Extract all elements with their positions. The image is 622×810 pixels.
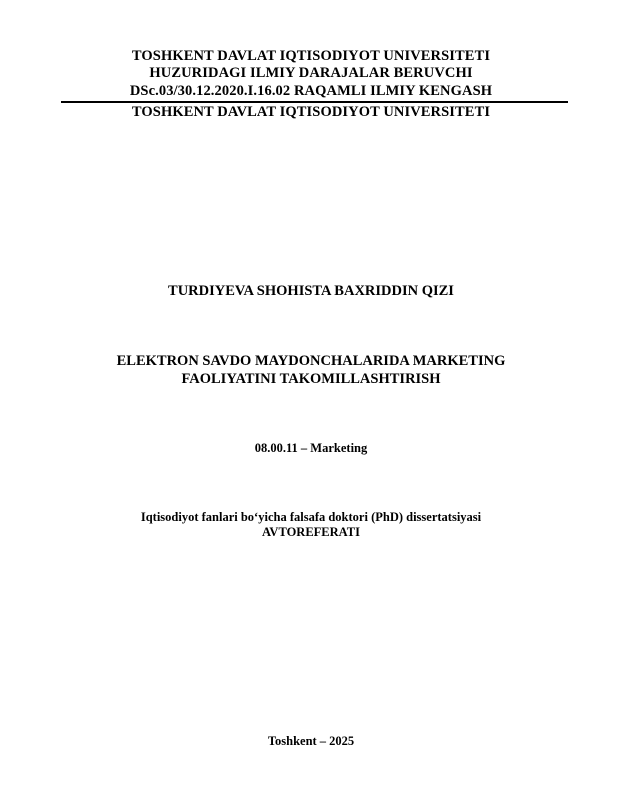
degree-document-type: AVTOREFERATI (262, 525, 360, 539)
author-name: TURDIYEVA SHOHISTA BAXRIDDIN QIZI (168, 283, 454, 299)
header-divider (61, 101, 568, 103)
header-council-code: DSc.03/30.12.2020.I.16.02 RAQAMLI ILMIY KENGASH (129, 83, 493, 99)
header-council-line: HUZURIDAGI ILMIY DARAJALAR BERUVCHI (149, 65, 473, 81)
header-host-university: TOSHKENT DAVLAT IQTISODIYOT UNIVERSITETI (131, 104, 491, 120)
specialty-code: 08.00.11 – Marketing (254, 441, 368, 455)
header-university-name: TOSHKENT DAVLAT IQTISODIYOT UNIVERSITETI (131, 48, 491, 64)
degree-description: Iqtisodiyot fanlari bo‘yicha falsafa doktori (PhD) dissertatsiyasi (140, 510, 482, 524)
dissertation-title-line-2: FAOLIYATINI TAKOMILLASHTIRISH (181, 371, 441, 387)
dissertation-title-line-1: ELEKTRON SAVDO MAYDONCHALARIDA MARKETING (116, 353, 506, 369)
place-and-year: Toshkent – 2025 (267, 734, 355, 748)
